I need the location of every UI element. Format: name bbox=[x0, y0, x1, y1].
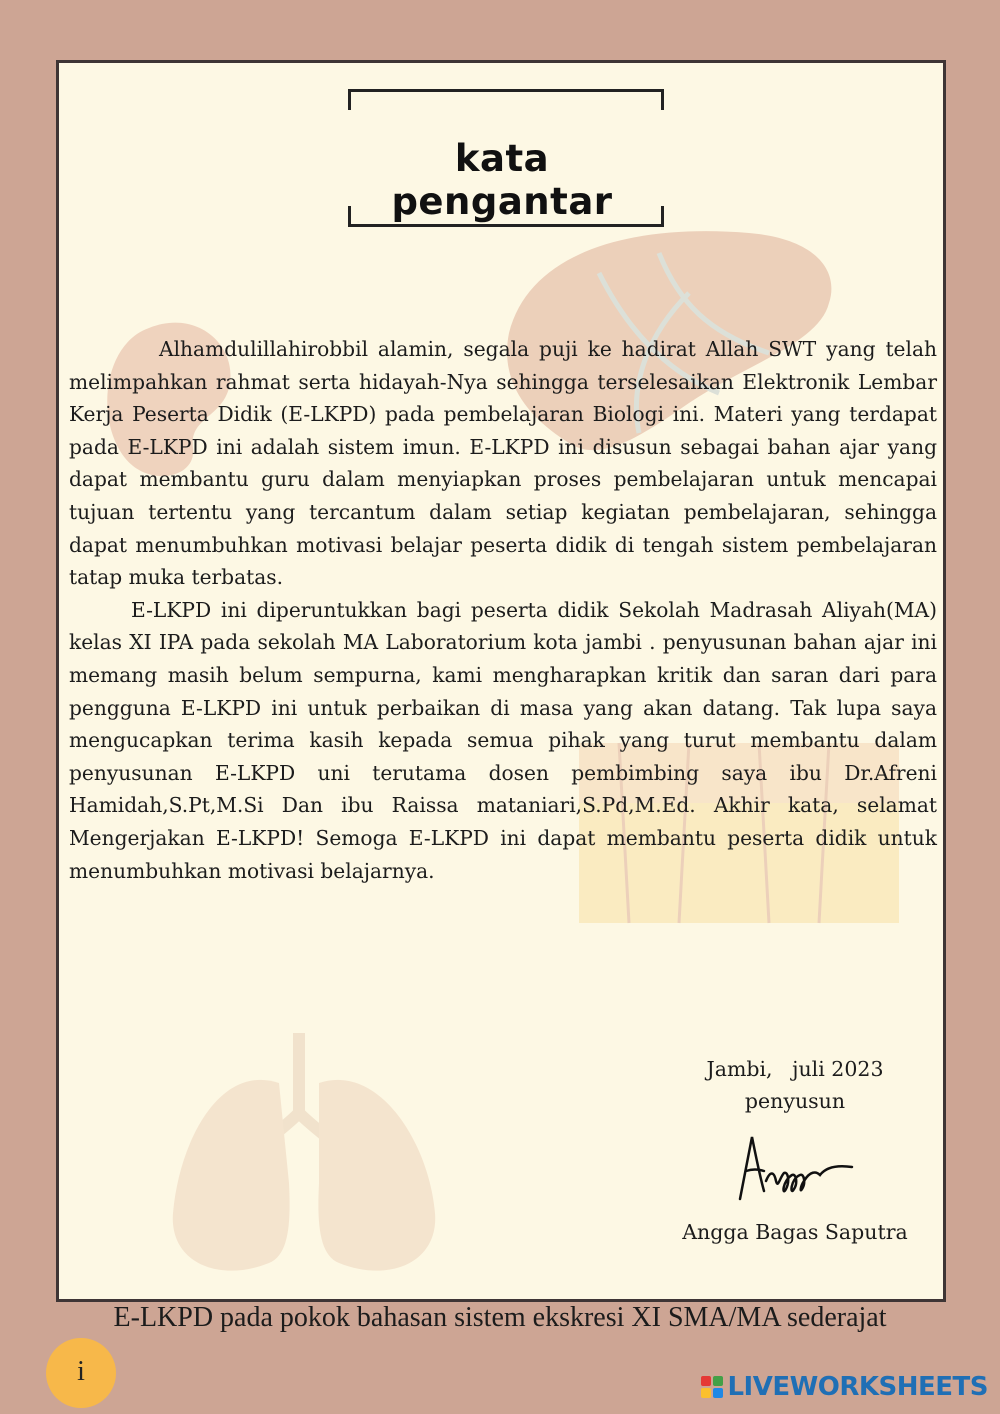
liveworksheets-wordmark: LIVEWORKSHEETS bbox=[727, 1372, 988, 1402]
title-frame bbox=[348, 89, 656, 227]
paragraph: Alhamdulillahirobbil alamin, segala puji ke hadirat Allah SWT yang telah melimpahkan rahmat serta hidayah-Nya sehingga terselesaikan Elektronik Lembar Kerja Peserta Didik (E-LKPD) pada pembelajaran Biologi ini. Materi yang terdapat pada E-LKPD ini adalah sistem imun. E-LKPD ini disusun sebagai bahan ajar yang dapat membantu guru dalam menyiapkan proses pembelajaran untuk mencapai tujuan tertentu yang tercantum dalam setiap kegiatan pembelajaran, sehingga dapat menumbuhkan motivasi belajar peserta didik di tengah sistem pembelajaran tatap muka terbatas. bbox=[69, 337, 937, 590]
liveworksheets-logo[interactable] bbox=[701, 1372, 988, 1402]
page-number-badge: i bbox=[46, 1338, 116, 1408]
signature-image bbox=[730, 1131, 860, 1206]
document-page bbox=[56, 60, 946, 1302]
place-date: Jambi, juli 2023 bbox=[706, 1057, 884, 1081]
signature-block bbox=[675, 1053, 915, 1248]
signer-name: Angga Bagas Saputra bbox=[682, 1220, 908, 1244]
page-title: kata pengantar bbox=[391, 137, 613, 223]
paragraph: E-LKPD ini diperuntukkan bagi peserta didik Sekolah Madrasah Aliyah(MA) kelas XI IPA pada sekolah MA Laboratorium kota jambi . penyusunan bahan ajar ini memang masih belum sempurna, kami mengharapkan kritik dan saran dari para pengguna E-LKPD ini untuk perbaikan di masa yang akan datang. Tak lupa saya mengucapkan terima kasih kepada semua pihak yang turut membantu dalam penyusunan E-LKPD uni terutama dosen pembimbing saya ibu Dr.Afreni Hamidah,S.Pt,M.Si Dan ibu Raissa mataniari,S.Pd,M.Ed. Akhir kata, selamat Mengerjakan E-LKPD! Semoga E-LKPD ini dapat membantu peserta didik untuk menumbuhkan motivasi belajarnya. bbox=[69, 597, 937, 883]
liveworksheets-logo-icon bbox=[701, 1376, 723, 1398]
signature-role: penyusun bbox=[744, 1089, 846, 1113]
lungs-illustration bbox=[159, 1023, 459, 1293]
footer-caption: E-LKPD pada pokok bahasan sistem ekskresi XI SMA/MA sederajat bbox=[113, 1302, 887, 1333]
body-text bbox=[69, 333, 937, 887]
